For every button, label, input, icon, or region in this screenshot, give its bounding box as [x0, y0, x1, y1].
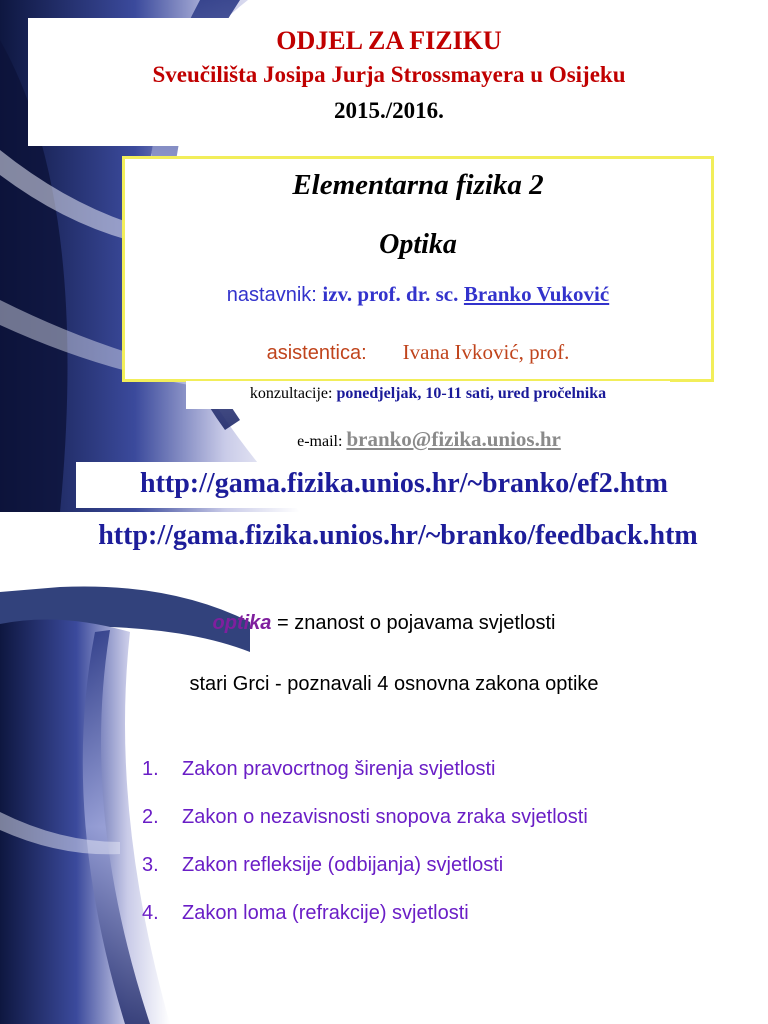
course-box: [122, 156, 714, 382]
consultations-line: [186, 385, 670, 403]
feedback-page-link[interactable]: http://gama.fizika.unios.hr/~branko/feedback.htm: [98, 520, 698, 551]
list-item: [142, 900, 588, 948]
teacher-name-link[interactable]: Branko Vuković: [463, 282, 610, 306]
list-item-text: Zakon o nezavisnosti snopova zraka svjetlosti: [182, 806, 588, 828]
list-item-number: 3.: [142, 854, 159, 876]
course-page-link[interactable]: http://gama.fizika.unios.hr/~branko/ef2.htm: [140, 468, 668, 499]
list-item: [142, 804, 588, 852]
email-label: e-mail:: [297, 433, 343, 450]
list-item-text: Zakon pravocrtnog širenja svjetlosti: [182, 758, 496, 780]
teacher-line: [125, 282, 711, 307]
department-title: ODJEL ZA FIZIKU: [276, 26, 502, 55]
optics-definition: [0, 612, 768, 635]
consultations-value: ponedjeljak, 10-11 sati, ured pročelnika: [336, 385, 607, 402]
academic-year: 2015./2016.: [334, 98, 444, 123]
definition-text: = znanost o pojavama svjetlosti: [276, 612, 556, 634]
list-item: [142, 852, 588, 900]
consultations-label: konzultacije:: [249, 385, 333, 402]
list-item-text: Zakon refleksije (odbijanja) svjetlosti: [182, 854, 504, 876]
university-name: Sveučilišta Josipa Jurja Strossmayera u Osijeku: [152, 62, 626, 87]
course-title: Elementarna fizika 2: [292, 169, 544, 201]
email-line: [258, 427, 600, 452]
laws-list: [142, 756, 588, 948]
list-item: [142, 756, 588, 804]
course-subtitle: Optika: [379, 229, 457, 260]
assistant-line: [125, 340, 711, 365]
teacher-label: nastavnik:: [226, 284, 317, 306]
list-item-number: 1.: [142, 758, 159, 780]
greeks-statement: stari Grci - poznavali 4 osnovna zakona optike: [189, 673, 599, 695]
assistant-label: asistentica:: [266, 342, 367, 364]
definition-term: optika: [212, 612, 272, 634]
list-item-number: 2.: [142, 806, 159, 828]
email-link[interactable]: branko@fizika.unios.hr: [346, 427, 561, 451]
list-item-text: Zakon loma (refrakcije) svjetlosti: [182, 902, 469, 924]
teacher-rank: izv. prof. dr. sc.: [322, 282, 459, 306]
assistant-name: Ivana Ivković, prof.: [402, 340, 570, 364]
list-item-number: 4.: [142, 902, 159, 924]
